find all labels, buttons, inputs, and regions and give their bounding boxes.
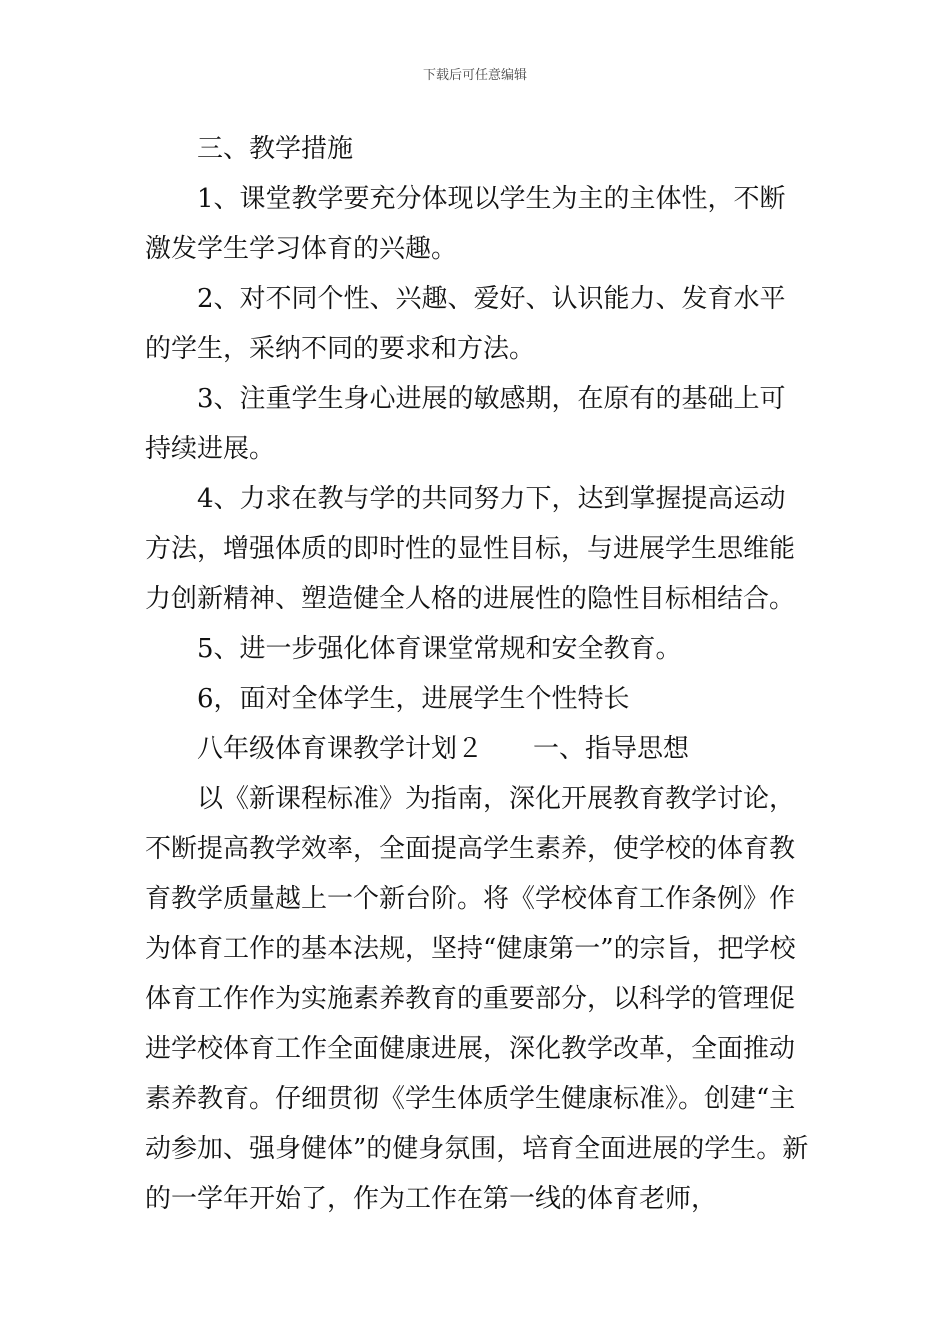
measure-item-2: 2、对不同个性、兴趣、爱好、认识能力、发育水平的学生，采纳不同的要求和方法。	[145, 284, 786, 364]
measure-item-5: 5、进一步强化体育课堂常规和安全教育。	[197, 634, 682, 664]
measure-item-4: 4、力求在教与学的共同努力下，达到掌握提高运动方法，增强体质的即时性的显性目标，与进展学生思维能力创新精神、塑造健全人格的进展性的隐性目标相结合。	[145, 484, 796, 614]
page-header-note: 下载后可任意编辑	[422, 68, 527, 83]
document-body	[145, 124, 810, 1224]
guiding-thought-paragraph: 以《新课程标准》为指南，深化开展教育教学讨论，不断提高教学效率，全面提高学生素养，使学校的体育教育教学质量越上一个新台阶。将《学校体育工作条例》作为体育工作的基本法规，坚持“健康第一”的宗旨，把学校体育工作作为实施素养教育的重要部分，以科学的管理促进学校体育工作全面健康进展，深化教学改革，全面推动素养教育。仔细贯彻《学生体质学生健康标准》。创建“主动参加、强身健体”的健身氛围，培育全面进展的学生。新的一学年开始了，作为工作在第一线的体育老师，	[145, 784, 809, 1214]
plan-title-line	[145, 724, 810, 774]
section-heading-guiding-thought: 一、指导思想	[533, 734, 690, 764]
section-heading-teaching-measures: 三、教学措施	[197, 134, 354, 164]
measure-item-6: 6，面对全体学生，进展学生个性特长	[197, 684, 630, 714]
measure-item-1: 1、课堂教学要充分体现以学生为主的主体性，不断激发学生学习体育的兴趣。	[145, 184, 786, 264]
measure-item-3: 3、注重学生身心进展的敏感期，在原有的基础上可持续进展。	[145, 384, 786, 464]
plan-title: 八年级体育课教学计划２	[197, 734, 484, 764]
